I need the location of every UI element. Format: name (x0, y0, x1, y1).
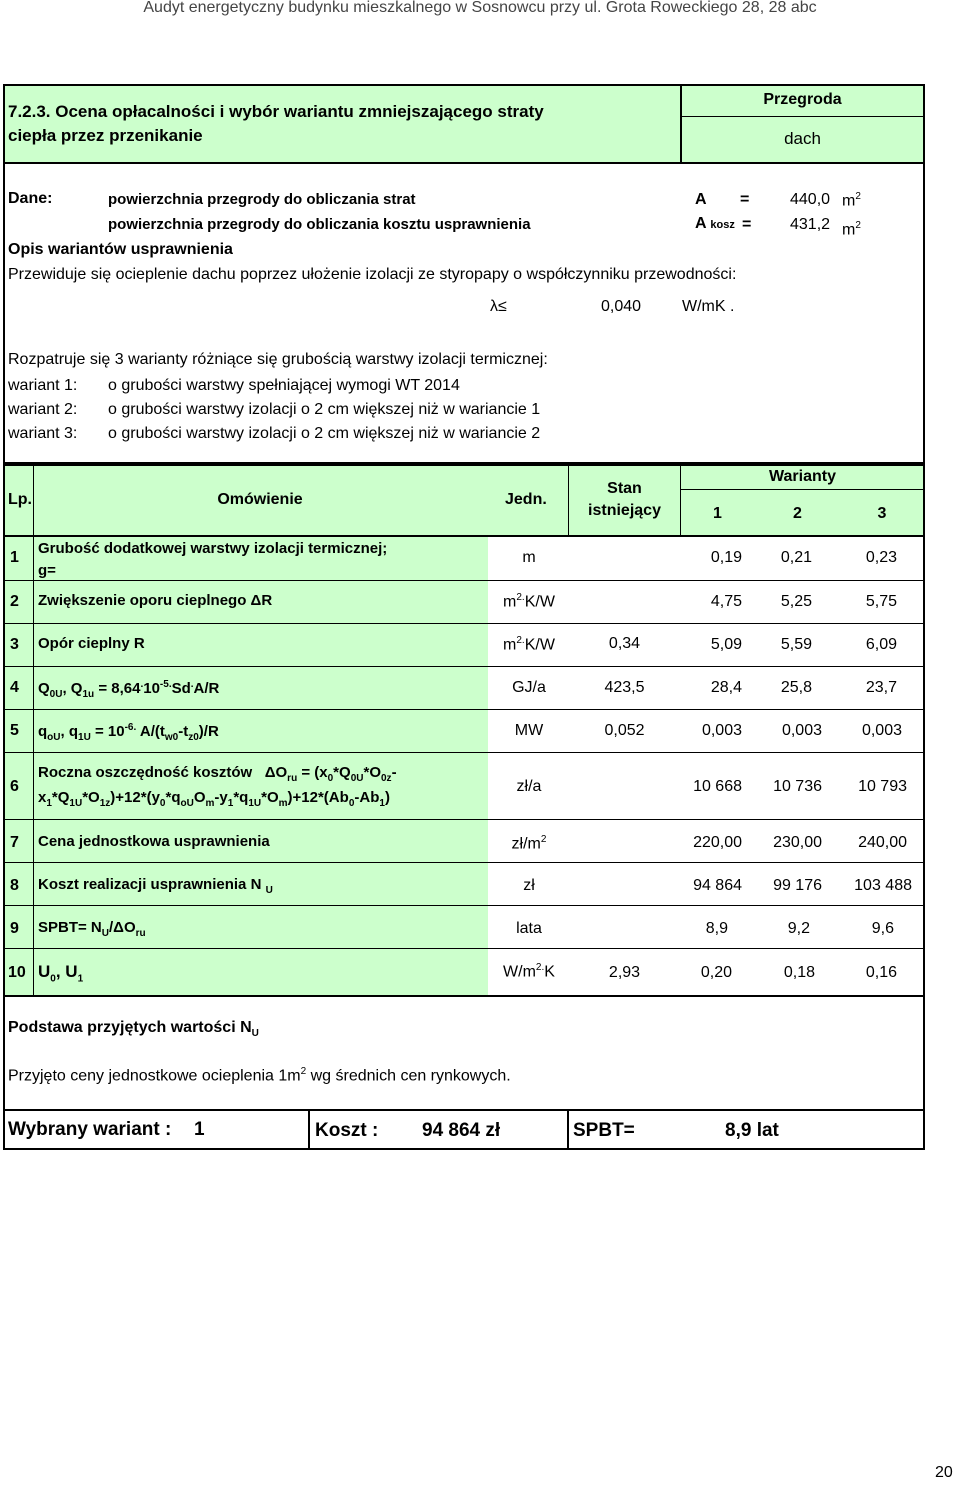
row-10-v1: 0,20 (700, 964, 732, 981)
row-5-v3: 0,003 (861, 722, 902, 739)
koszt-value: 94 864 zł (422, 1120, 501, 1141)
row-1-desc-a: Grubość dodatkowej warstwy izolacji termicznej; (38, 540, 388, 557)
summary-top (3, 1109, 925, 1111)
row-7-lp: 7 (10, 834, 19, 851)
row-2-v1: 4,75 (710, 593, 742, 610)
row-3-stan: 0,34 (608, 635, 641, 652)
dane-row1-value: 440,0 (790, 191, 831, 208)
row-1-v2: 0,21 (780, 549, 812, 566)
row-6-desc-a: Roczna oszczędność kosztów $\Delta O_{ru} = (x_0*Q_{0U}*O_{0z}-$ (38, 764, 397, 784)
dane-row2-unit: $m^2$ (842, 220, 861, 239)
table-top (3, 464, 925, 466)
col-header-stan-1: Stan (607, 480, 642, 497)
rozpatruje-text: Rozpatruje się 3 warianty różniące się grubością warstwy izolacji termicznej: (8, 351, 548, 368)
row-10-stan: 2,93 (608, 964, 641, 981)
summary-div2 (567, 1109, 569, 1150)
row-sep (3, 752, 925, 753)
warianty-divider (680, 489, 925, 490)
row-9-v2: 9,2 (787, 920, 810, 937)
podstawa-title: Podstawa przyjętych wartości $N_U$ (8, 1019, 259, 1040)
variant-3-label: wariant 3: (8, 425, 78, 442)
row-sep (3, 862, 925, 863)
page-number: 20 (935, 1464, 953, 1481)
col-header-stan-2: istniejący (588, 502, 661, 519)
row-6-lp: 6 (10, 778, 19, 795)
podstawa-left (3, 995, 5, 1150)
col-header-lp: Lp. (8, 491, 32, 508)
row-1-lp: 1 (10, 549, 19, 566)
variant-2-text: o grubości warstwy izolacji o 2 cm większej niż w wariancie 1 (108, 401, 541, 418)
variant-1-text: o grubości warstwy spełniającej wymogi WT 2014 (108, 377, 460, 394)
document-header: Audyt energetyczny budynku mieszkalnego w Sosnowcu przy ul. Grota Roweckiego 28, 28 abc (143, 0, 817, 16)
row-sep (3, 623, 925, 624)
row-5-lp: 5 (10, 722, 19, 739)
col-header-jedn: Jedn. (505, 491, 547, 508)
row-3-lp: 3 (10, 636, 19, 653)
col-divider-lp (33, 464, 34, 997)
row-6-desc-b: $x_1*Q_{1U}*O_{1z})+12*(y_0*q_{oU}O_m-y_1*q_{1U}*O_m)+12*(Ab_0-Ab_1)$ (38, 789, 390, 809)
przegroda-value: dach (784, 129, 821, 148)
section-title-line1: 7.2.3. Ocena opłacalności i wybór wariantu zmniejszającego straty (8, 102, 544, 121)
variant-1-label: wariant 1: (8, 377, 78, 394)
title-bottom-line (3, 162, 925, 164)
row-1-v1: 0,19 (710, 549, 742, 566)
row-9-v1: 8,9 (705, 920, 728, 937)
row-sep (3, 948, 925, 949)
col-header-warianty: Warianty (769, 468, 836, 485)
row-3-v1: 5,09 (710, 636, 742, 653)
row-2-unit: $m^{2.}K/W$ (503, 592, 555, 611)
row-10-unit: $W/m^{2.}K$ (503, 962, 555, 981)
row-8-v1: 94 864 (693, 877, 742, 894)
wybrany-value: 1 (194, 1119, 205, 1140)
przegroda-label: Przegroda (763, 91, 842, 108)
dane-row2-text: powierzchnia przegrody do obliczania kosztu usprawnienia (108, 216, 531, 233)
row-4-v1: 28,4 (710, 679, 742, 696)
lambda-unit: W/mK . (682, 298, 735, 315)
przegroda-divider (680, 116, 925, 117)
row-7-desc: Cena jednostkowa usprawnienia (38, 833, 270, 850)
opis-title: Opis wariantów usprawnienia (8, 241, 233, 258)
row-7-v2: 230,00 (773, 834, 822, 851)
przyjeto-text: Przyjęto ceny jednostkowe ocieplenia $1m^2$ wg średnich cen rynkowych. (8, 1066, 511, 1085)
row-2-desc: Zwiększenie oporu cieplnego ΔR (38, 592, 273, 609)
row-sep (3, 580, 925, 581)
row-2-lp: 2 (10, 593, 19, 610)
row-5-v2: 0,003 (781, 722, 822, 739)
dane-row2-symbol: A kosz (695, 215, 735, 232)
variant-3-text: o grubości warstwy izolacji o 2 cm większej niż w wariancie 2 (108, 425, 541, 442)
wybrany-label: Wybrany wariant : (8, 1119, 172, 1140)
row-4-desc: $Q_{0U}$, $Q_{1u} = 8,64^.10^{-5.}Sd^.A/R$ (38, 679, 220, 700)
header-divider (3, 535, 925, 537)
dane-label: Dane: (8, 190, 53, 207)
col-header-omowienie: Omówienie (217, 491, 303, 508)
row-3-desc: Opór cieplny R (38, 635, 145, 652)
row-5-unit: MW (514, 722, 544, 739)
row-8-desc: Koszt realizacji usprawnienia N $_U$ (38, 876, 273, 896)
row-sep (3, 666, 925, 667)
col-divider-stan-left (568, 464, 569, 536)
spbt-value: 8,9 lat (725, 1120, 779, 1141)
row-1-v3: 0,23 (865, 549, 897, 566)
variant-2-label: wariant 2: (8, 401, 78, 418)
row-9-desc: SPBT= $N_U/\Delta O_{ru}$ (38, 919, 146, 939)
koszt-label: Koszt : (315, 1120, 379, 1141)
row-8-v3: 103 488 (854, 877, 912, 894)
row-1-desc-b: g= (38, 562, 56, 579)
col-header-v3: 3 (877, 505, 887, 522)
spbt-label: SPBT= (573, 1120, 635, 1141)
row-4-lp: 4 (10, 679, 19, 696)
row-5-desc: $q_{oU}$, $q_{1U} = 10^{-6.}$ $A/(t_{w0}-t_{z0})/R$ (38, 722, 219, 743)
row-2-v3: 5,75 (865, 593, 897, 610)
dane-row1-symbol: A (695, 191, 707, 208)
row-sep (3, 709, 925, 710)
dane-row1-text: powierzchnia przegrody do obliczania strat (108, 191, 416, 208)
row-9-v3: 9,6 (871, 920, 894, 937)
lambda-symbol: λ≤ (490, 298, 507, 315)
row-6-v2: 10 736 (773, 778, 822, 795)
row-1-unit: m (522, 549, 536, 566)
row-4-unit: GJ/a (512, 679, 546, 696)
table-left (3, 464, 5, 997)
row-10-v3: 0,16 (865, 964, 897, 981)
row-6-v1: 10 668 (693, 778, 742, 795)
podstawa-right (923, 995, 925, 1150)
row-sep (3, 905, 925, 906)
dane-row1-unit: $m^2$ (842, 191, 861, 210)
summary-bottom (3, 1148, 925, 1150)
row-10-v2: 0,18 (783, 964, 815, 981)
dane-row2-value: 431,2 (790, 216, 831, 233)
row-3-v2: 5,59 (780, 636, 812, 653)
summary-div1 (308, 1109, 310, 1150)
section-title-line2: ciepła przez przenikanie (8, 126, 203, 145)
dane-row2-eq: = (742, 216, 752, 233)
row-9-unit: lata (516, 920, 542, 937)
title-area (5, 86, 680, 163)
row-3-unit: $m^{2.}K/W$ (503, 635, 555, 654)
row-4-stan: 423,5 (604, 679, 645, 696)
table-bottom (3, 995, 925, 997)
row-7-v3: 240,00 (858, 834, 907, 851)
row-6-v3: 10 793 (858, 778, 907, 795)
col-header-v2: 2 (793, 505, 802, 522)
opis-text: Przewiduje się ocieplenie dachu poprzez ułożenie izolacji ze styropapy o współczynniku przewodności: (8, 266, 737, 283)
row-9-lp: 9 (10, 920, 19, 937)
row-3-v3: 6,09 (865, 636, 897, 653)
table-right (923, 464, 925, 997)
row-4-v2: 25,8 (780, 679, 812, 696)
row-4-v3: 23,7 (865, 679, 897, 696)
row-7-v1: 220,00 (693, 834, 742, 851)
row-5-stan: 0,052 (604, 722, 645, 739)
row-2-v2: 5,25 (780, 593, 812, 610)
row-5-v1: 0,003 (701, 722, 742, 739)
row-8-lp: 8 (10, 877, 19, 894)
row-10-lp: 10 (8, 964, 26, 981)
lambda-value: 0,040 (601, 298, 642, 315)
row-sep (3, 819, 925, 820)
row-8-unit: zł (523, 877, 535, 894)
dane-row1-eq: = (740, 191, 750, 208)
col-header-v1: 1 (713, 505, 722, 522)
row-10-desc: $U_0$, $U_1$ (38, 962, 84, 985)
row-7-unit: $zł/m^2$ (511, 834, 547, 853)
row-6-unit: zł/a (516, 778, 542, 795)
row-8-v2: 99 176 (773, 877, 822, 894)
